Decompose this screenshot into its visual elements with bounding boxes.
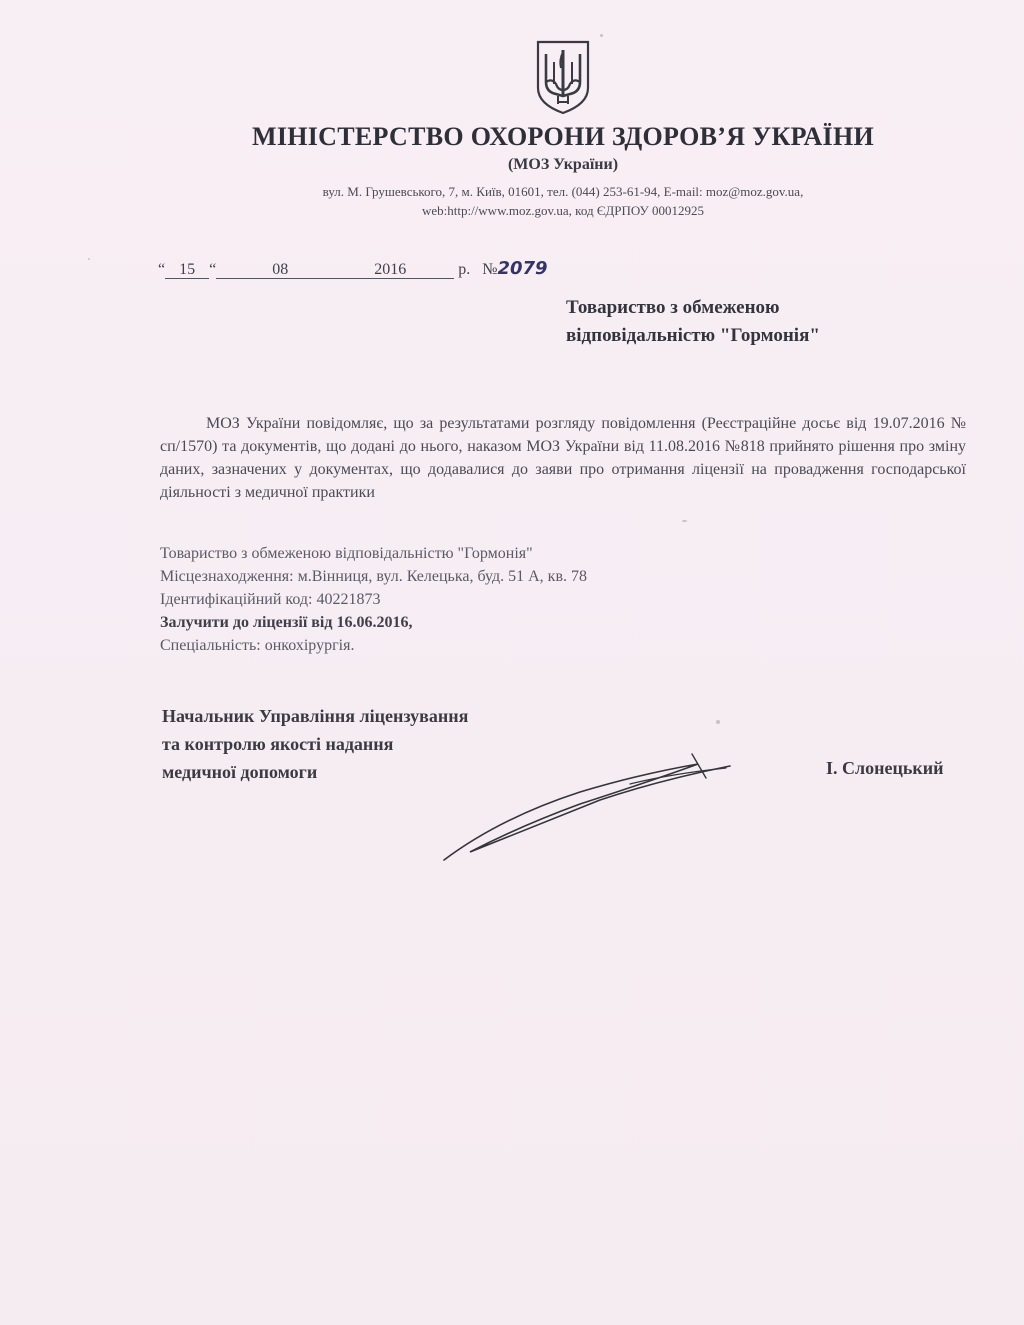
date-year: 2016 bbox=[344, 262, 436, 279]
handwritten-signature bbox=[430, 748, 740, 868]
signatory-title-line-3: медичної допомоги bbox=[162, 762, 318, 782]
date-close-quote: “ bbox=[209, 261, 217, 278]
ministry-abbreviation: (МОЗ України) bbox=[507, 156, 619, 173]
signatory-title-line-1: Начальник Управління ліцензування bbox=[162, 706, 469, 726]
details-company: Товариство з обмеженою відповідальністю "Гормонія" bbox=[160, 545, 533, 562]
addressee-line-2: відповідальністю "Гормонія" bbox=[566, 325, 820, 346]
scan-speck bbox=[716, 720, 720, 724]
registration-number: 2079 bbox=[497, 258, 548, 279]
signatory-title-line-2: та контролю якості надання bbox=[162, 734, 394, 754]
scan-speck bbox=[88, 258, 90, 260]
address-line-2: web:http://www.moz.gov.ua, код ЄДРПОУ 00012925 bbox=[421, 203, 705, 218]
details-specialty: Спеціальність: онкохірургія. bbox=[160, 637, 355, 654]
signatory-title bbox=[162, 702, 468, 786]
date-number-line bbox=[158, 258, 548, 279]
body-paragraph: МОЗ України повідомляє, що за результатами розгляду повідомлення (Реєстраційне досьє від 19.07.2016 № сп/1570) та документів, що додані до нього, наказом МОЗ України від 11.08.2016 №818 прийнято рішення про зміну даних, зазначених у документах, що додавалися до заяви про отримання ліцензії на провадження господарської діяльності з медичної практики bbox=[160, 415, 966, 501]
ministry-title: МІНІСТЕРСТВО ОХОРОНИ ЗДОРОВ’Я УКРАЇНИ bbox=[251, 122, 875, 151]
ministry-address bbox=[0, 182, 1024, 220]
signatory-name: І. Слонецький bbox=[826, 758, 944, 778]
details-id-code: Ідентифікаційний код: 40221873 bbox=[160, 591, 381, 608]
address-line-1: вул. М. Грушевського, 7, м. Київ, 01601, тел. (044) 253-61-94, E-mail: moz@moz.gov.ua, bbox=[322, 184, 804, 199]
scan-speck bbox=[682, 520, 687, 522]
date-year-gap bbox=[436, 262, 454, 279]
number-prefix: № bbox=[482, 261, 498, 278]
scan-speck bbox=[600, 34, 603, 37]
date-month: 08 bbox=[216, 262, 344, 279]
addressee-block bbox=[566, 294, 820, 350]
details-location: Місцезнаходження: м.Вінниця, вул. Келецька, буд. 51 А, кв. 78 bbox=[160, 568, 587, 585]
date-year-suffix: р. bbox=[458, 261, 471, 278]
trident-coat-of-arms-icon bbox=[532, 38, 594, 116]
details-attach: Залучити до ліцензії від 16.06.2016, bbox=[160, 614, 413, 631]
date-open-quote: “ bbox=[158, 261, 166, 278]
license-details bbox=[160, 542, 587, 657]
addressee-line-1: Товариство з обмеженою bbox=[566, 297, 780, 318]
date-day: 15 bbox=[165, 262, 209, 279]
